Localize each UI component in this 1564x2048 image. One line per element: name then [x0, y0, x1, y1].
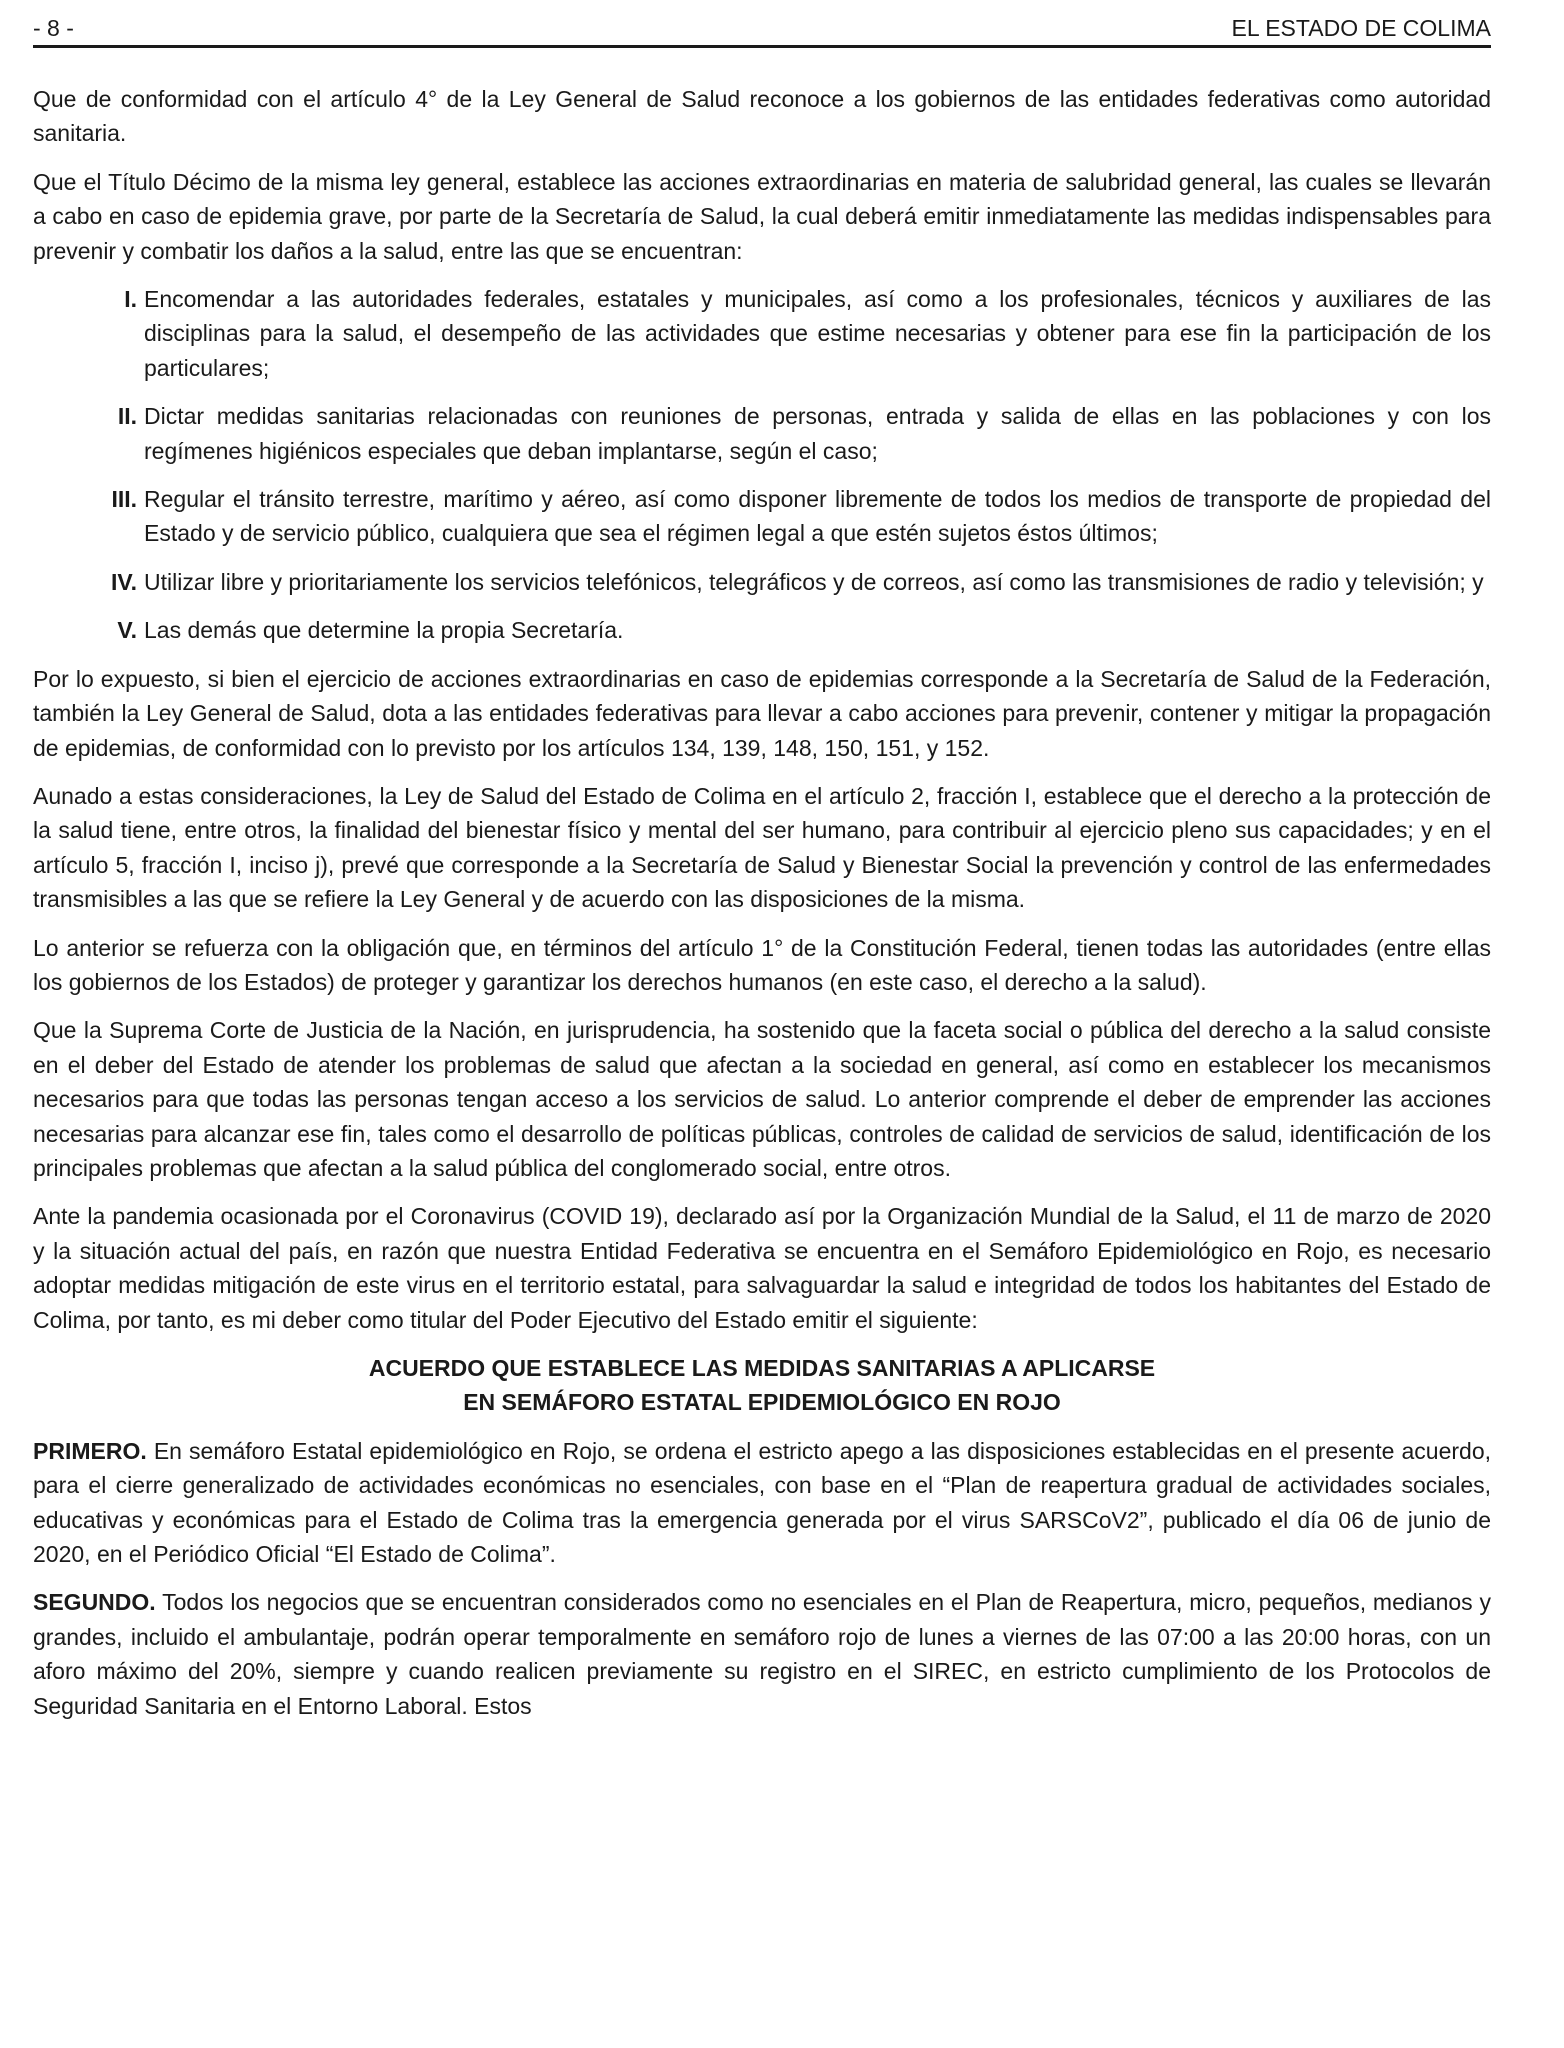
- publication-title: EL ESTADO DE COLIMA: [1231, 15, 1491, 41]
- agreement-title-line: EN SEMÁFORO ESTATAL EPIDEMIOLÓGICO EN ROJO: [463, 1389, 1061, 1416]
- agreement-title: [33, 1351, 1491, 1420]
- agreement-title-line: ACUERDO QUE ESTABLECE LAS MEDIDAS SANITARIAS A APLICARSE: [368, 1355, 1156, 1381]
- article-text: Todos los negocios que se encuentran considerados como no esenciales en el Plan de Reapertura, micro, pequeños, medianos y grandes, incluido el ambulantaje, podrán operar temporalmente en semáforo rojo de lunes a viernes de las 07:00 a las 20:00 horas, con un aforo máximo del 20%, siempre y cuando realicen previamente su registro en el SIREC, en estricto cumplimiento de los Protocolos de Seguridad Sanitaria en el Entorno Laboral. Estos: [33, 1589, 1491, 1719]
- document-page: [33, 8, 1491, 1723]
- paragraph: Que la Suprema Corte de Justicia de la Nación, en jurisprudencia, ha sostenido que la faceta social o pública del derecho a la salud consiste en el deber del Estado de atender los problemas de salud que afectan a la sociedad en general, así como en establecer los mecanismos necesarios para que todas las personas tengan acceso a los servicios de salud. Lo anterior comprende el deber de emprender las acciones necesarias para alcanzar ese fin, tales como el desarrollo de políticas públicas, controles de calidad de servicios de salud, identificación de los principales problemas que afectan a la salud pública del conglomerado social, entre otros.: [33, 1017, 1491, 1181]
- page-number: - 8 -: [33, 15, 74, 41]
- article-label: PRIMERO.: [33, 1437, 147, 1464]
- list-item-number: II.: [117, 403, 137, 430]
- paragraph: Que el Título Décimo de la misma ley general, establece las acciones extraordinarias en materia de salubridad general, las cuales se llevarán a cabo en caso de epidemia grave, por parte de la Secretaría de Salud, la cual deberá emitir inmediatamente las medidas indispensables para prevenir y combatir los daños a la salud, entre las que se encuentran:: [33, 168, 1491, 264]
- article-label: SEGUNDO.: [33, 1589, 156, 1616]
- list-item-text: Utilizar libre y prioritariamente los servicios telefónicos, telegráficos y de correos, así como las transmisiones de radio y televisión; y: [144, 568, 1484, 595]
- list-item-number: III.: [111, 486, 137, 513]
- list-item: [33, 565, 1491, 599]
- list-item-number: IV.: [110, 568, 137, 595]
- list-item-text: Encomendar a las autoridades federales, estatales y municipales, así como a los profesionales, técnicos y auxiliares de las disciplinas para la salud, el desempeño de las actividades que estime necesarias y obtener para ese fin la participación de los particulares;: [144, 286, 1491, 381]
- list-item: [33, 399, 1491, 468]
- list-item-text: Dictar medidas sanitarias relacionadas con reuniones de personas, entrada y salida de ellas en las poblaciones y con los regímenes higiénicos especiales que deban implantarse, según el caso;: [144, 403, 1491, 464]
- paragraph: Lo anterior se refuerza con la obligación que, en términos del artículo 1° de la Constitución Federal, tienen todas las autoridades (entre ellas los gobiernos de los Estados) de proteger y garantizar los derechos humanos (en este caso, el derecho a la salud).: [33, 934, 1491, 995]
- list-item: [33, 282, 1491, 385]
- list-item-text: Las demás que determine la propia Secretaría.: [144, 617, 624, 644]
- document-body: [33, 82, 1491, 1723]
- list-item-number: I.: [124, 286, 137, 313]
- paragraph: Por lo expuesto, si bien el ejercicio de acciones extraordinarias en caso de epidemias corresponde a la Secretaría de Salud de la Federación, también la Ley General de Salud, dota a las entidades federativas para llevar a cabo acciones para prevenir, contener y mitigar la propagación de epidemias, de conformidad con lo previsto por los artículos 134, 139, 148, 150, 151, y 152.: [33, 665, 1491, 761]
- article-segundo: [33, 1585, 1491, 1723]
- list-item-text: Regular el tránsito terrestre, marítimo y aéreo, así como disponer libremente de todos los medios de transporte de propiedad del Estado y de servicio público, cualquiera que sea el régimen legal a que estén sujetos éstos últimos;: [144, 486, 1491, 547]
- paragraph: Que de conformidad con el artículo 4° de la Ley General de Salud reconoce a los gobiernos de las entidades federativas como autoridad sanitaria.: [33, 86, 1491, 147]
- paragraph: Aunado a estas consideraciones, la Ley de Salud del Estado de Colima en el artículo 2, fracción I, establece que el derecho a la protección de la salud tiene, entre otros, la finalidad del bienestar físico y mental del ser humano, para contribuir al ejercicio pleno sus capacidades; y en el artículo 5, fracción I, inciso j), prevé que corresponde a la Secretaría de Salud y Bienestar Social la prevención y control de las enfermedades transmisibles a las que se refiere la Ley General y de acuerdo con las disposiciones de la misma.: [33, 782, 1491, 913]
- article-text: En semáforo Estatal epidemiológico en Rojo, se ordena el estricto apego a las disposiciones establecidas en el presente acuerdo, para el cierre generalizado de actividades económicas no esenciales, con base en el “Plan de reapertura gradual de actividades sociales, educativas y económicas para el Estado de Colima tras la emergencia generada por el virus SARSCoV2”, publicado el día 06 de junio de 2020, en el Periódico Oficial “El Estado de Colima”.: [33, 1437, 1492, 1568]
- list-item-number: V.: [117, 617, 137, 644]
- list-item: [33, 613, 1491, 647]
- fractions-list: [33, 282, 1491, 648]
- page-header: [33, 8, 1491, 48]
- paragraph: Ante la pandemia ocasionada por el Coronavirus (COVID 19), declarado así por la Organización Mundial de la Salud, el 11 de marzo de 2020 y la situación actual del país, en razón que nuestra Entidad Federativa se encuentra en el Semáforo Epidemiológico en Rojo, es necesario adoptar medidas mitigación de este virus en el territorio estatal, para salvaguardar la salud e integridad de todos los habitantes del Estado de Colima, por tanto, es mi deber como titular del Poder Ejecutivo del Estado emitir el siguiente:: [33, 1203, 1491, 1333]
- article-primero: [33, 1434, 1491, 1572]
- list-item: [33, 482, 1491, 551]
